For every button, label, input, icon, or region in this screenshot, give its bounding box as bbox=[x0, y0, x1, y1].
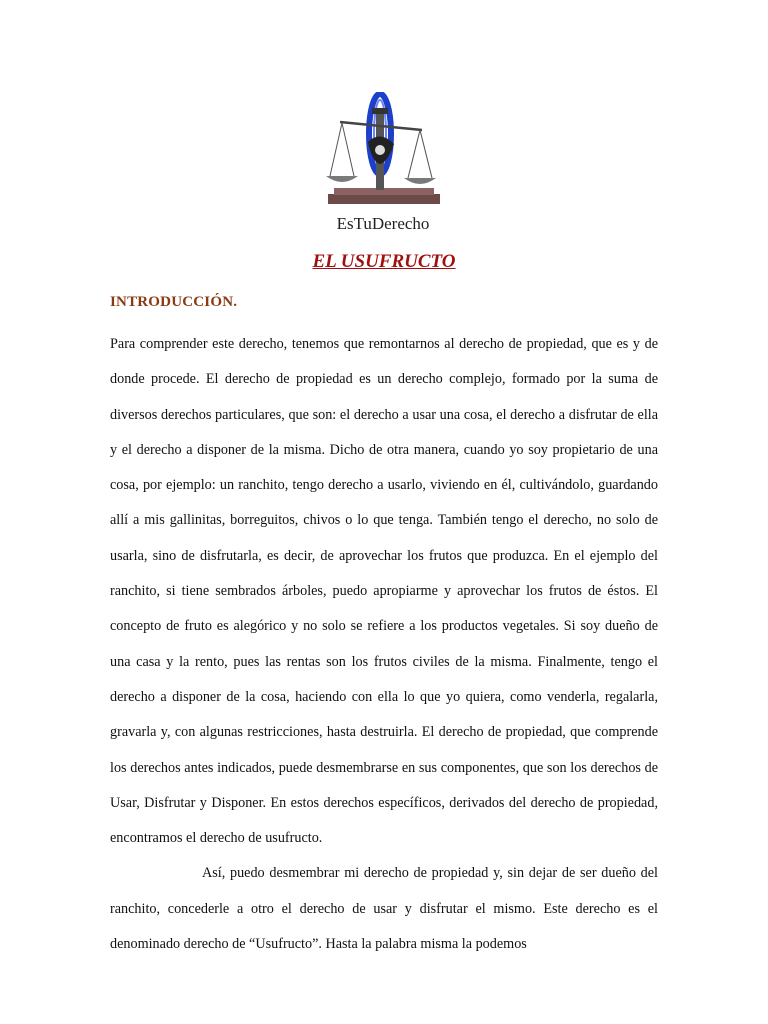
logo bbox=[318, 92, 448, 234]
paragraph: Así, puedo desmembrar mi derecho de propiedad y, sin dejar de ser dueño del ranchito, concederle a otro el derecho de usar y disfrutar el mismo. Este derecho es el denominado derecho de “Usufructo”. Hasta la palabra misma la podemos bbox=[110, 865, 658, 953]
scales-of-justice-icon bbox=[318, 92, 448, 212]
paragraph: Para comprender este derecho, tenemos que remontarnos al derecho de propiedad, que es y de donde procede. El derecho de propiedad es un derecho complejo, formado por la suma de diversos derechos particulares, que son: el derecho a usar una cosa, el derecho a disfrutar de ella y el derecho a disponer de la misma. Dicho de otra manera, cuando yo soy propietario de una cosa, por ejemplo: un ranchito, tengo derecho a usarlo, viviendo en él, cultivándolo, guardando allí a mis gallinitas, borreguitos, chivos o lo que tenga. También tengo el derecho, no solo de usarla, sino de disfrutarla, es decir, de aprovechar los frutos que produzca. En el ejemplo del ranchito, si tiene sembrados árboles, puedo apropiarme y aprovechar los frutos de éstos. El concepto de fruto es alegórico y no solo se refiere a los productos vegetales. Si soy dueño de una casa y la rento, pues las rentas son los frutos civiles de la misma. Finalmente, tengo el derecho a disponer de la cosa, haciendo con ella lo que yo quiera, como venderla, regalarla, gravarla y, con algunas restricciones, hasta destruirla. El derecho de propiedad, que comprende los derechos antes indicados, puede desmembrarse en sus componentes, que son los derechos de Usar, Disfrutar y Disponer. En estos derechos específicos, derivados del derecho de propiedad, encontramos el derecho de usufructo. bbox=[110, 336, 658, 847]
section-heading: INTRODUCCIÓN. bbox=[110, 294, 238, 310]
body-text bbox=[110, 327, 658, 962]
logo-text: EsTuDerecho bbox=[336, 214, 430, 233]
document-title: EL USUFRUCTO bbox=[312, 251, 456, 272]
